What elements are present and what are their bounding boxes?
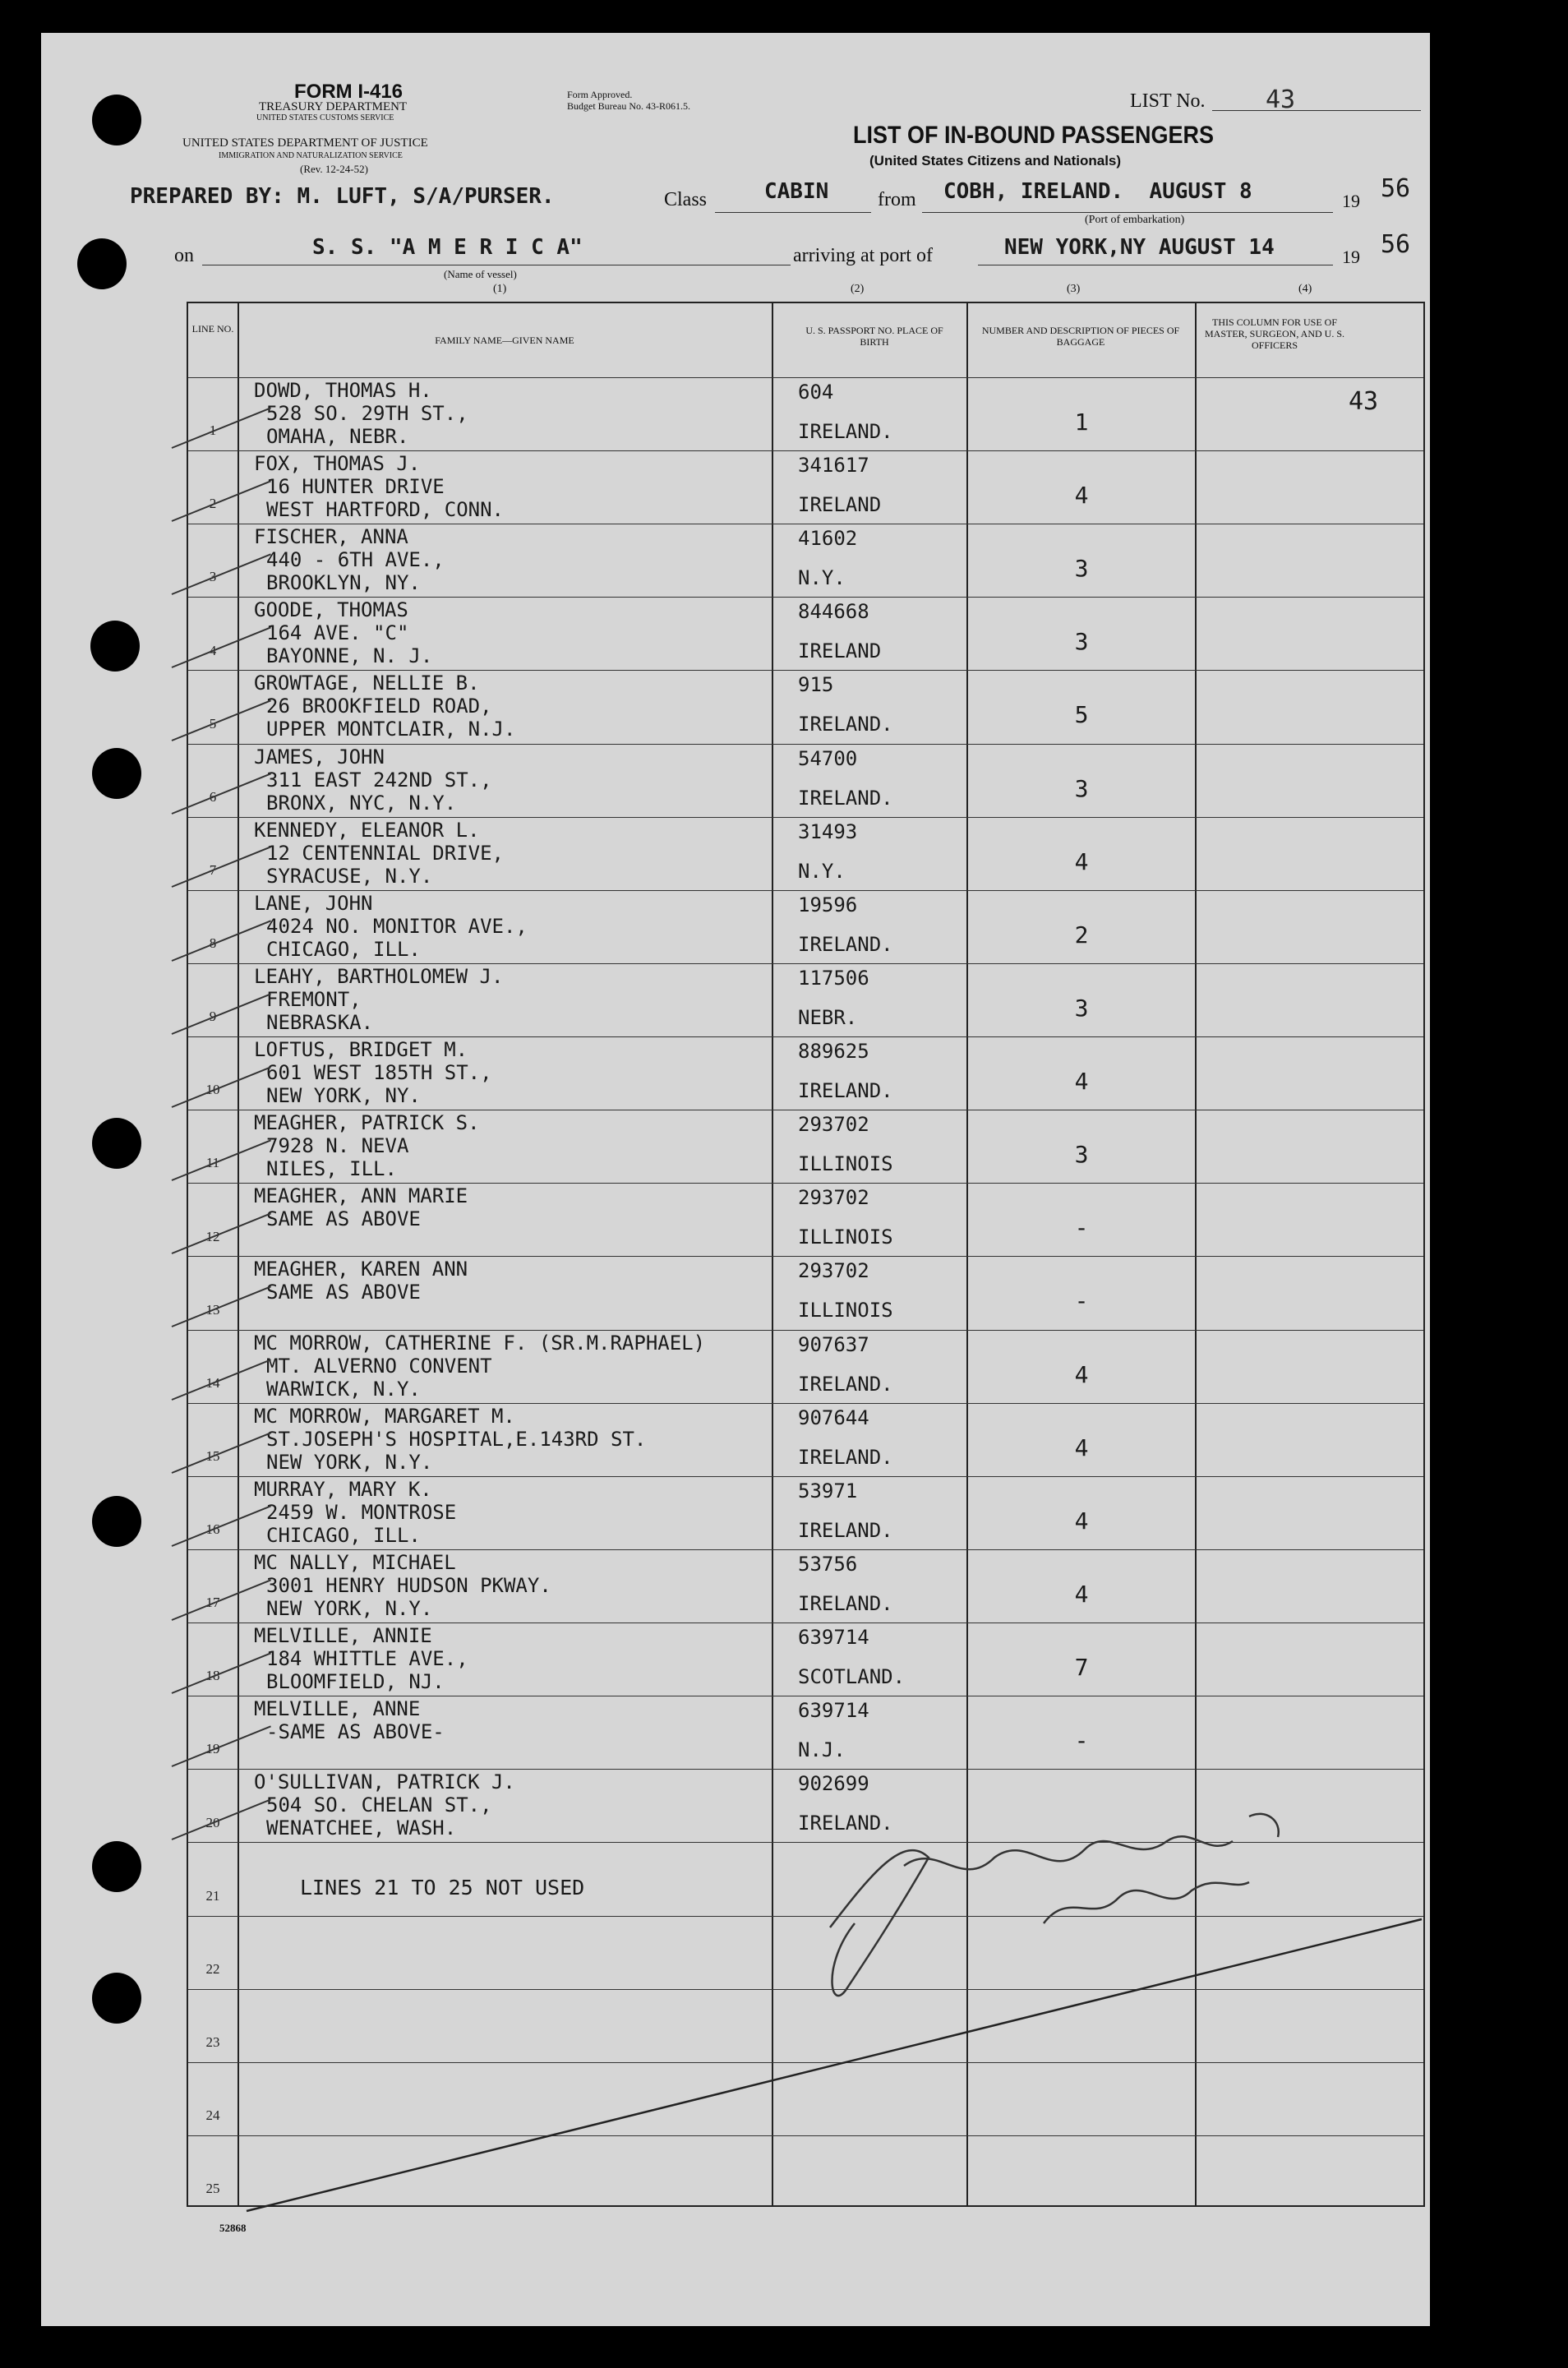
line-number: 13 [205, 1301, 220, 1318]
passport-number: 293702 [798, 1113, 869, 1137]
baggage-count: 3 [1074, 994, 1089, 1022]
passport-number: 293702 [798, 1186, 869, 1210]
passport-number: 639714 [798, 1626, 869, 1650]
passenger-name: LEAHY, BARTHOLOMEW J. [254, 964, 504, 988]
address-line-1: 16 HUNTER DRIVE [266, 475, 445, 499]
baggage-count: - [1074, 1287, 1089, 1315]
address-line-2: OMAHA, NEBR. [266, 425, 409, 448]
address-line-1: -SAME AS ABOVE- [266, 1720, 445, 1744]
place-of-birth: N.J. [798, 1738, 846, 1762]
passport-number: 53756 [798, 1552, 858, 1576]
address-line-1: 12 CENTENNIAL DRIVE, [266, 841, 504, 865]
place-of-birth: IRELAND. [798, 713, 893, 736]
from-value: COBH, IRELAND. AUGUST 8 [943, 179, 1252, 204]
line-number: 11 [205, 1155, 220, 1171]
passport-number: 54700 [798, 746, 858, 770]
revision-date: (Rev. 12-24-52) [300, 163, 368, 175]
col-header-line-no: LINE NO. [191, 323, 234, 335]
col4-number: (4) [1298, 283, 1312, 295]
place-of-birth: NEBR. [798, 1005, 858, 1029]
line-number: 7 [209, 861, 217, 878]
address-line-1: 504 SO. CHELAN ST., [266, 1793, 492, 1817]
place-of-birth: IRELAND. [798, 1445, 893, 1469]
form-name: FORM I-416 [294, 81, 404, 103]
arriving-port: NEW YORK,NY AUGUST 14 [1004, 235, 1275, 260]
baggage-count: 5 [1074, 701, 1089, 729]
address-line-2: NEW YORK, N.Y. [266, 1596, 433, 1620]
passenger-name: FISCHER, ANNA [254, 525, 408, 549]
address-line-2: WENATCHEE, WASH. [266, 1816, 457, 1840]
passenger-name: LANE, JOHN [254, 891, 373, 915]
baggage-count: 3 [1074, 555, 1089, 583]
place-of-birth: N.Y. [798, 566, 846, 590]
passenger-name: JAMES, JOHN [254, 745, 385, 769]
line-number: 22 [205, 1960, 220, 1977]
passenger-name: DOWD, THOMAS H. [254, 379, 432, 402]
unused-lines-note: LINES 21 TO 25 NOT USED [300, 1876, 585, 1899]
line-number: 6 [209, 788, 217, 805]
passport-number: 604 [798, 381, 834, 404]
col-header-officers: THIS COLUMN FOR USE OF MASTER, SURGEON, AND U. S. OFFICERS [1204, 316, 1345, 351]
place-of-birth: IRELAND. [798, 1518, 893, 1542]
officer-note: 43 [1348, 387, 1379, 416]
budget-bureau: Budget Bureau No. 43-R061.5. [567, 100, 690, 112]
baggage-count: 3 [1074, 628, 1089, 656]
passport-number: 341617 [798, 454, 869, 478]
arriving-year: 56 [1381, 230, 1411, 259]
address-line-1: 2459 W. MONTROSE [266, 1500, 457, 1524]
passport-number: 907637 [798, 1332, 869, 1356]
address-line-2: CHICAGO, ILL. [266, 1523, 421, 1547]
line-number: 9 [209, 1009, 217, 1025]
baggage-count: - [1074, 1214, 1089, 1242]
line-number: 3 [209, 569, 217, 585]
baggage-count: 7 [1074, 1654, 1089, 1682]
line-number: 14 [205, 1374, 220, 1391]
address-line-1: SAME AS ABOVE [266, 1281, 421, 1304]
place-of-birth: IRELAND. [798, 1079, 893, 1103]
line-number: 15 [205, 1447, 220, 1464]
on-label: on [174, 245, 194, 266]
passport-number: 907644 [798, 1406, 869, 1429]
baggage-count: 4 [1074, 1068, 1089, 1096]
passenger-name: MURRAY, MARY K. [254, 1477, 432, 1501]
list-no-label: LIST No. [1130, 90, 1206, 112]
form-title: LIST OF IN-BOUND PASSENGERS [853, 122, 1215, 149]
address-line-1: SAME AS ABOVE [266, 1207, 421, 1231]
passport-number: 41602 [798, 527, 858, 551]
line-number: 23 [205, 2033, 220, 2050]
address-line-2: WARWICK, N.Y. [266, 1377, 421, 1401]
baggage-count: 1 [1074, 409, 1089, 436]
passport-number: 915 [798, 673, 834, 697]
line-number: 19 [205, 1741, 220, 1757]
place-of-birth: SCOTLAND. [798, 1665, 906, 1689]
address-line-2: BAYONNE, N. J. [266, 644, 433, 668]
arriving-year-prefix: 19 [1342, 247, 1360, 267]
passenger-name: KENNEDY, ELEANOR L. [254, 818, 480, 842]
address-line-1: MT. ALVERNO CONVENT [266, 1354, 492, 1378]
passenger-name: LOFTUS, BRIDGET M. [254, 1038, 468, 1062]
passenger-name: O'SULLIVAN, PATRICK J. [254, 1770, 515, 1794]
passenger-name: MEAGHER, ANN MARIE [254, 1184, 468, 1208]
address-line-1: FREMONT, [266, 987, 362, 1011]
treasury-department: TREASURY DEPARTMENT [259, 100, 408, 113]
passport-number: 31493 [798, 819, 858, 843]
baggage-count: 4 [1074, 482, 1089, 510]
from-year: 56 [1381, 174, 1411, 203]
list-no-value: 43 [1266, 85, 1296, 114]
passenger-name: GROWTAGE, NELLIE B. [254, 672, 480, 695]
baggage-count: 4 [1074, 847, 1089, 875]
footer-code: 52868 [219, 2222, 247, 2234]
address-line-1: 26 BROOKFIELD ROAD, [266, 695, 492, 718]
address-line-2: UPPER MONTCLAIR, N.J. [266, 718, 516, 741]
address-line-1: 528 SO. 29TH ST., [266, 402, 468, 425]
line-number: 20 [205, 1814, 220, 1830]
baggage-count: 3 [1074, 1141, 1089, 1169]
place-of-birth: ILLINOIS [798, 1226, 893, 1249]
address-line-1: 601 WEST 185TH ST., [266, 1061, 492, 1085]
passenger-name: MEAGHER, PATRICK S. [254, 1111, 480, 1135]
address-line-1: 4024 NO. MONITOR AVE., [266, 914, 528, 938]
col3-number: (3) [1067, 283, 1081, 295]
passport-number: 53971 [798, 1479, 858, 1503]
line-number: 24 [205, 2107, 220, 2123]
baggage-count: 3 [1074, 774, 1089, 802]
col-header-baggage: NUMBER AND DESCRIPTION OF PIECES OF BAGGAGE [981, 325, 1180, 348]
line-number: 12 [205, 1228, 220, 1244]
address-line-1: 440 - 6TH AVE., [266, 548, 445, 572]
baggage-count: 4 [1074, 1580, 1089, 1608]
address-line-2: NILES, ILL. [266, 1157, 397, 1181]
passenger-name: MELVILLE, ANNE [254, 1697, 421, 1721]
address-line-1: 311 EAST 242ND ST., [266, 768, 492, 792]
place-of-birth: IRELAND. [798, 1591, 893, 1615]
baggage-count: 2 [1074, 921, 1089, 949]
col2-number: (2) [851, 283, 865, 295]
prepared-by: PREPARED BY: M. LUFT, S/A/PURSER. [130, 184, 555, 209]
line-number: 17 [205, 1595, 220, 1611]
line-number: 10 [205, 1082, 220, 1098]
arriving-label: arriving at port of [793, 245, 933, 266]
passenger-name: MC MORROW, MARGARET M. [254, 1404, 515, 1428]
baggage-count: 4 [1074, 1433, 1089, 1461]
vessel-name: S. S. "A M E R I C A" [312, 235, 583, 260]
vessel-caption: (Name of vessel) [444, 268, 517, 280]
baggage-count: - [1074, 1727, 1089, 1755]
line-number: 16 [205, 1521, 220, 1538]
passport-number: 117506 [798, 966, 869, 990]
passenger-name: MC MORROW, CATHERINE F. (SR.M.RAPHAEL) [254, 1331, 706, 1355]
department-of-justice: UNITED STATES DEPARTMENT OF JUSTICE [182, 136, 428, 150]
passenger-name: FOX, THOMAS J. [254, 452, 421, 476]
line-number: 18 [205, 1668, 220, 1684]
address-line-2: WEST HARTFORD, CONN. [266, 498, 504, 522]
form-approved: Form Approved. [567, 89, 633, 100]
ins-line: IMMIGRATION AND NATURALIZATION SERVICE [219, 151, 403, 160]
passenger-name: MC NALLY, MICHAEL [254, 1550, 456, 1574]
from-label: from [878, 189, 916, 210]
line-number: 4 [209, 642, 217, 658]
address-line-2: NEW YORK, NY. [266, 1084, 421, 1108]
place-of-birth: IRELAND [798, 493, 882, 517]
passenger-name: MEAGHER, KAREN ANN [254, 1258, 468, 1281]
address-line-1: 3001 HENRY HUDSON PKWAY. [266, 1573, 551, 1597]
line-number: 25 [205, 2181, 220, 2197]
address-line-1: ST.JOSEPH'S HOSPITAL,E.143RD ST. [266, 1427, 647, 1451]
passport-number: 844668 [798, 600, 869, 624]
passenger-name: MELVILLE, ANNIE [254, 1624, 432, 1648]
place-of-birth: IRELAND. [798, 1372, 893, 1396]
line-number: 2 [209, 496, 217, 512]
passport-number: 639714 [798, 1699, 869, 1723]
port-embarkation-caption: (Port of embarkation) [1085, 214, 1185, 226]
customs-service: UNITED STATES CUSTOMS SERVICE [256, 113, 394, 122]
place-of-birth: IRELAND. [798, 932, 893, 956]
col1-number: (1) [493, 283, 507, 295]
address-line-2: SYRACUSE, N.Y. [266, 864, 433, 888]
place-of-birth: IRELAND. [798, 786, 893, 810]
col-header-passport: U. S. PASSPORT NO. PLACE OF BIRTH [805, 325, 943, 348]
line-number: 21 [205, 1887, 220, 1904]
place-of-birth: IRELAND [798, 639, 882, 663]
address-line-1: 184 WHITTLE AVE., [266, 1647, 468, 1671]
class-value: CABIN [764, 179, 829, 204]
address-line-1: 7928 N. NEVA [266, 1134, 409, 1158]
passport-number: 293702 [798, 1259, 869, 1283]
line-number: 8 [209, 935, 217, 952]
place-of-birth: IRELAND. [798, 420, 893, 443]
class-label: Class [664, 189, 708, 210]
passenger-name: GOODE, THOMAS [254, 598, 408, 622]
baggage-count: 4 [1074, 1360, 1089, 1388]
address-line-2: BROOKLYN, NY. [266, 571, 421, 595]
place-of-birth: N.Y. [798, 859, 846, 883]
address-line-2: NEW YORK, N.Y. [266, 1450, 433, 1474]
line-number: 5 [209, 715, 217, 732]
address-line-2: NEBRASKA. [266, 1010, 374, 1034]
place-of-birth: IRELAND. [798, 1812, 893, 1835]
col-header-name: FAMILY NAME—GIVEN NAME [435, 335, 574, 346]
place-of-birth: ILLINOIS [798, 1299, 893, 1322]
address-line-2: CHICAGO, ILL. [266, 937, 421, 961]
line-number: 1 [209, 422, 217, 439]
place-of-birth: ILLINOIS [798, 1152, 893, 1176]
passport-number: 19596 [798, 893, 858, 916]
address-line-2: BLOOMFIELD, NJ. [266, 1670, 445, 1694]
form-subtitle: (United States Citizens and Nationals) [869, 153, 1122, 168]
passport-number: 902699 [798, 1772, 869, 1796]
address-line-1: 164 AVE. "C" [266, 621, 409, 645]
address-line-2: BRONX, NYC, N.Y. [266, 791, 457, 815]
passport-number: 889625 [798, 1040, 869, 1064]
from-year-prefix: 19 [1342, 191, 1360, 211]
baggage-count: 4 [1074, 1507, 1089, 1535]
